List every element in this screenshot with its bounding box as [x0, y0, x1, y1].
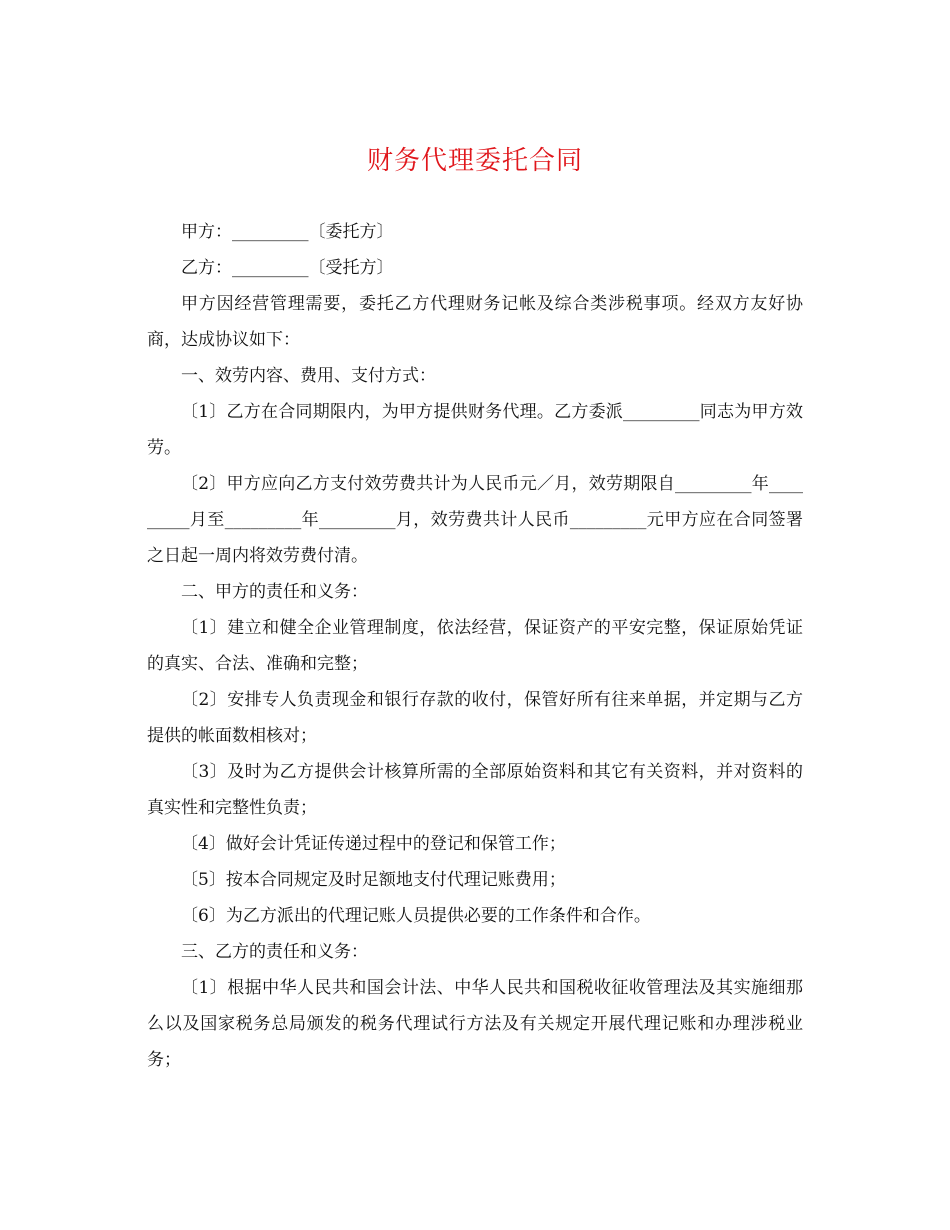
- section-2-item-2: 〔2〕安排专人负责现金和银行存款的收付，保管好所有往来单据，并定期与乙方提供的帐面数相核对；: [147, 690, 803, 746]
- party-a-line: 甲方：_________〔委托方〕: [181, 222, 394, 242]
- preamble-paragraph: 甲方因经营管理需要，委托乙方代理财务记帐及综合类涉税事项。经双方友好协商，达成协议如下：: [147, 294, 803, 350]
- document-body: [147, 214, 803, 1078]
- section-2-item-3: 〔3〕及时为乙方提供会计核算所需的全部原始资料和其它有关资料，并对资料的真实性和完整性负责；: [147, 762, 803, 818]
- document-title: 财务代理委托合同: [366, 146, 583, 176]
- section-1-heading: 一、效劳内容、费用、支付方式：: [181, 366, 436, 386]
- section-2-item-1: 〔1〕建立和健全企业管理制度，依法经营，保证资产的平安完整，保证原始凭证的真实、合法、准确和完整；: [147, 618, 803, 674]
- section-1-item-2: 〔2〕甲方应向乙方支付效劳费共计为人民币元／月，效劳期限自_________年_________月至_________年_________月，效劳费共计人民币_________元甲方应在合同签署之日起一周内将效劳费付清。: [147, 474, 803, 566]
- section-2-item-4: 〔4〕做好会计凭证传递过程中的登记和保管工作；: [181, 834, 566, 854]
- section-3-item-1: 〔1〕根据中华人民共和国会计法、中华人民共和国税收征收管理法及其实施细那么以及国家税务总局颁发的税务代理试行方法及有关规定开展代理记账和办理涉税业务；: [147, 978, 803, 1070]
- party-b-line: 乙方：_________〔受托方〕: [181, 258, 394, 278]
- section-3-heading: 三、乙方的责任和义务：: [181, 942, 368, 962]
- section-2-heading: 二、甲方的责任和义务：: [181, 582, 368, 602]
- section-2-item-5: 〔5〕按本合同规定及时足额地支付代理记账费用；: [181, 870, 566, 890]
- section-2-item-6: 〔6〕为乙方派出的代理记账人员提供必要的工作条件和合作。: [181, 906, 651, 926]
- section-1-item-1: 〔1〕乙方在合同期限内，为甲方提供财务代理。乙方委派_________同志为甲方效劳。: [147, 402, 803, 458]
